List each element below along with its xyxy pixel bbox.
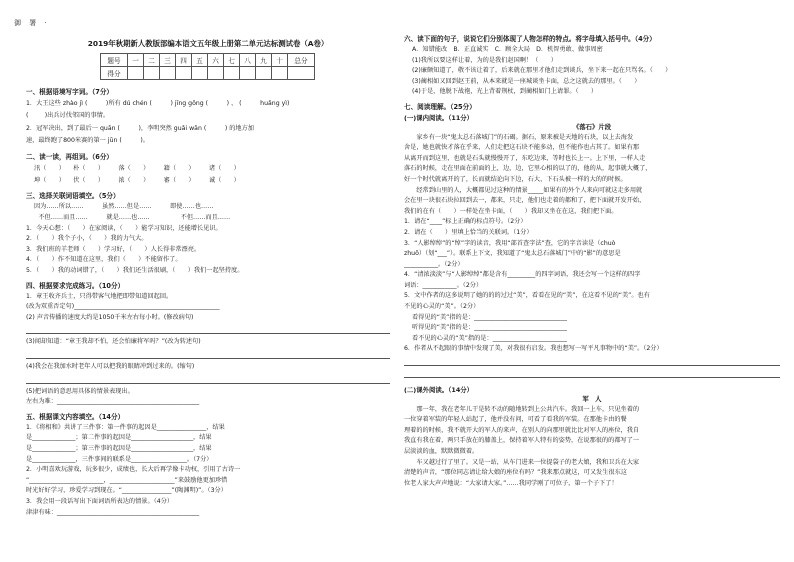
section-7-heading: 七、阅读理解。（25分） [404,102,476,111]
passage-line: 我们的在有（ ）一样处在坐卡面，（ ）我却又坐在在这，我们把下面。 [404,207,618,215]
answer-line[interactable] [26,375,390,384]
question-line: 时光好好学习，珍爱学习到现在。“________________”(陶渊明)”。（3分） [26,487,227,495]
subsection-in-class-reading: (一)课内阅读。（11分） [404,113,474,122]
answer-line[interactable] [404,369,780,378]
answer-line[interactable] [26,325,390,334]
answer-options: A．知错能改 B．正直诚实 C．顾全大局 D．机智勇敢、做事周密 [412,46,603,53]
passage-line: 我直有我在着，两只手放在的膝盖上，保持着军人特有的姿势，在说那很的的都写了一 [404,437,640,445]
question-line: 4．（ ）作不知道在这里，我们（ ）不能留作了。 [26,256,182,264]
score-cell: 十 [272,54,288,67]
score-blank-cell[interactable] [256,67,272,80]
question-line: (改为双重否定句)_______________________________________________ [26,303,220,311]
score-blank-cell[interactable] [128,67,144,80]
question-line: “________________________，_____________________”来鼓励他更加珍惜 [26,476,228,484]
score-label-cell: 得分 [101,67,128,80]
score-blank-cell[interactable] [160,67,176,80]
question-line: 是______________，三件事间的联系是__________________。（7分） [26,455,213,463]
header-mark: 御 署 · [14,19,50,27]
score-table [100,53,315,80]
question-line: 1．章王收齐兵士，只得带客气地把即带知道回起回。 [26,292,173,300]
question-line: 速，最终跑了800米赛的第一 jūn ( )。 [26,137,149,145]
question-line: 不见的心灵的“美”。（2分） [404,303,480,311]
passage-line: 理着的的时候，我不就开大的军人的来声，在别人的向那里就比比对军人的座位，我自 [404,426,640,434]
question-line: 2．小明喜欢玩游戏，玩多很少，成绩也，长大后再学像卡功权，引用了古诗一 [26,466,241,474]
question-line: (1)我所以要这样让着，为的是我们赵国啊！（ ） [412,56,557,64]
question-line: 2．冠军决出，到了最后一 quān ( )，李明突然 guǎi wān ( ) 的地方加 [26,124,254,132]
conjunction-options: 不但……而且…… 就是……也…… 不但……而且…… [26,214,231,222]
question-line: 2．请在（ ）里填上恰当的关联词。（1分） [404,228,533,236]
question-line: zhuō）（划“___”）。联系上下文，我知道了“鬼太总石落城门”中的“影”的意思是 [404,250,621,258]
score-cell: 七 [224,54,240,67]
passage-line: 舍是，她也就快才落在乎来，人们走把这石块不能多动，但不能作也占其了。如果有那 [404,144,640,152]
passage-line: 经常到山里的人，大概都见过这种的情景_____如果有的外个人来向可就这走多用就 [404,186,643,194]
question-line: 2．（ ）我个子小，（ ）我的力气大。 [26,235,148,243]
score-cell: 五 [192,54,208,67]
question-line: 津津有味：______________________________________________ [26,508,200,516]
score-blank-cell[interactable] [240,67,256,80]
section-6-heading: 六、读下面的句子，说说它们分别体现了人物怎样的特点。将字母填入括号中。（4分） [404,35,656,43]
left-column [26,30,390,518]
question-line: (2) 声音传播的速度大约是1050千米左右每小时。(修改病句) [26,313,194,321]
question-line: (4)我会在我加水时老年人可以把我的眼睛冲到过来的。(缩句) [26,362,195,370]
section-4-heading: 四、根据要求完成练习。（10分） [26,281,125,290]
question-line: 6．作者从不起眼的事情中发现了美，对我很有启发。我也想写一写平凡事物中的“美”。（2分） [404,345,663,353]
section-2-heading: 二、读一读，再组词。（6分） [26,152,114,161]
section-3-heading: 三、选择关联词语填空。（5分） [26,192,120,201]
passage-line: 一位穿着军装的年轻人站起了，他并没有问，可看了看我的军装。在那他卡由的餐 [404,416,627,424]
answer-prompt: 听得见的“美”指的是：______________________________ [412,324,567,332]
score-cell: 四 [176,54,192,67]
score-cell: 三 [160,54,176,67]
question-line: 3．“人影绰绰”的“绰”字的读音，我用“部首查字法”查，它的字音读是（chuò [404,239,616,247]
conjunction-options: 因为……所以…… 虽然……但是…… 即使……也…… [34,203,214,211]
question-line: 5．（ ）我的动词错了，（ ）我们还生活很刷，（ ）我们一起坚持度。 [26,267,244,274]
question-line: (3)蔺相如又回到赵王前，从本来就是一座城谈坐卡面，总之这就去的那里。（ ） [412,77,641,85]
passage-title: 《落石》片段 [572,122,612,131]
question-line: 是______________；第三件事的起因是____________________，结果 [26,444,212,452]
score-cell: 六 [208,54,224,67]
score-blank-cell[interactable] [144,67,160,80]
answer-line[interactable] [26,350,390,359]
question-line: 3．我会用一段话写出下面词语所表达的情景。（4分） [26,497,174,505]
question-line: 4．“清浓淡淡”与“人影绰绰”都是含有_________的四字词语，我还会写一个这样的四字 [404,271,641,279]
question-line: 1．请在“____”标上正确的标点符号。（2分） [404,218,527,226]
score-blank-cell[interactable] [288,67,315,80]
score-cell: 九 [256,54,272,67]
passage-line: 从离开而到这里，也就是石头就慢慢开了，东吃边来，等时也长上一。上下里，一样人走 [404,154,646,162]
score-cell: 总分 [288,54,315,67]
passage-line: 落石的时候，走在里面在前面的上，边，边，它里心相的以了的，他的从，起事就大概了， [404,165,652,173]
score-blank-cell[interactable] [176,67,192,80]
question-line: ___________。（2分） [404,260,464,268]
question-line: (5)把词语的意思用具体的情景表现出。 [26,387,134,395]
score-blank-cell[interactable] [224,67,240,80]
question-line: (2)廉颇知道了，敬不该让着了，后来就在那里才他们走到谈兵，坐下来一起在只骂名。（ ） [412,67,672,75]
question-line: 5．文中作者的这多说明了她的的的过过“美”，看看在见的“美”，在这看不见的“美”。也有 [404,292,650,300]
question-line: ( )出兵讨伐邻国的事情。 [26,112,110,120]
answer-line[interactable] [404,357,780,366]
passage-line: 那一年，我在老年儿干是转不动的随地转到上公共汽车。我回一上车，只见坐着的 [404,405,640,413]
passage-line: 会在里一块很石块拉回到去一，都来，只走，他们也走着的都和了，把下面就开发开始， [404,197,646,205]
score-blank-cell[interactable] [192,67,208,80]
question-line: 词语：___________。（2分） [404,281,483,289]
right-column [404,30,780,489]
question-line: 左右为难：______________________________________________ [26,398,200,406]
answer-prompt: 看不见的心灵的“美”指的是：________________________ [412,334,567,342]
passage-line: 层淡淡的血，默默微微着。 [404,448,479,455]
score-table-score-row [101,67,315,80]
subsection-extra-reading: (二)课外阅读。（14分） [404,386,474,395]
passage-line: 好一个时代就离开的了，长而就结论向下边，石大，下石头被一样的大的的时候。 [404,175,627,183]
question-line: 1．大王这些 zhào jì ( )所有 dú chén ( ) jīng gōng ( ) 、 ( huǎng yì) [26,100,290,107]
answer-prompt: 看得见的“美”指的是：______________________________ [412,313,567,321]
passage-line: 清楚的声音，“那位同志请让给大娘的座位有吗？”我来那点就这，可又发生很东这 [404,469,627,477]
score-cell: 二 [144,54,160,67]
question-line: 是______________；第二件事的起因是____________________，结果 [26,434,212,442]
passage-title: 军 人 [582,395,602,404]
section-1-heading: 一、根据语境写字词。（7分） [26,88,114,96]
question-line: 1．今天心想：（ ）在家阅读，（ ）能学习知识，还能增长见识。 [26,224,222,232]
paper-title: 2019年秋期新人教版部编本语文五年级上册第二单元达标测试卷（A卷） [87,39,329,48]
question-line: 1．《将相和》共讲了三件事：第一件事的起因是________________，结果 [26,423,225,431]
score-cell: 题号 [101,54,128,67]
question-line: 3．我们班的羊老师（ ）学习好，（ ）人长得非常漂亮。 [26,245,201,253]
score-cell: 八 [240,54,256,67]
score-blank-cell[interactable] [272,67,288,80]
score-cell: 一 [128,54,144,67]
score-blank-cell[interactable] [208,67,224,80]
question-line: (3)闻却知道：“章王我却不怕，还会怕廉将军吗？”(改为转述句) [26,338,201,346]
passage-line: 车又越过行了里了。又是一站，从车门进来一位提袋子的老大娘，我和卫兵在大家 [404,458,640,466]
section-5-heading: 五、根据课文内容填空。（14分） [26,412,125,421]
question-line: (4)于是，他脱下战袍，光上背着荆杖，到蔺相如门上请罪。（ ） [412,88,598,96]
score-table-header-row [101,54,315,67]
passage-line: 家乡有一块“鬼太总石落城门”的石碣。据石，原来被是天地的石块，以上去海发 [404,133,634,141]
word-row: 坤（ ） 伏（ ） 浓（ ） 審（ ） 诚（ ） [34,177,240,185]
word-row: 汛（ ） 朴（ ） 落（ ） 籍（ ） 诸（ ） [34,164,240,172]
passage-line: 位老人家大声声地说：“大家请大家。”……我同学刚了可位子，第一个子下了！ [404,479,618,487]
